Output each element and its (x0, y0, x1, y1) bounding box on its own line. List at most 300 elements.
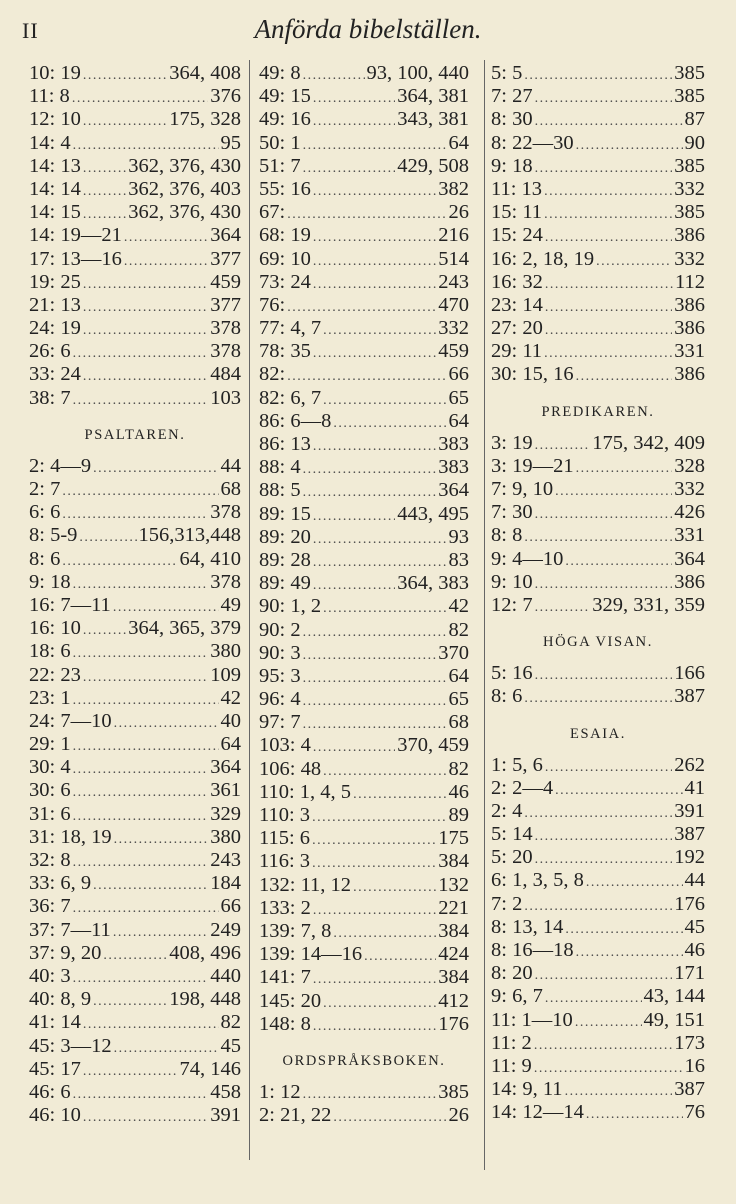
index-entry (259, 665, 469, 688)
column-divider-left (249, 60, 250, 1160)
page-references: 42 (220, 686, 241, 709)
page-references: 387 (674, 685, 705, 708)
index-entry (491, 800, 705, 823)
verse-reference: 11: 13 (491, 177, 543, 200)
page-references: 377 (210, 293, 241, 316)
index-entry (259, 201, 469, 224)
dot-leader (103, 944, 167, 967)
index-entry (259, 874, 469, 897)
dot-leader (323, 992, 436, 1015)
index-entry (259, 688, 469, 711)
verse-reference: 23: 14 (491, 293, 543, 316)
dot-leader (73, 342, 209, 365)
index-entry (29, 1081, 241, 1104)
verse-reference: 89: 28 (259, 548, 311, 571)
dot-leader (113, 921, 208, 944)
index-entry (491, 823, 705, 846)
dot-leader (313, 736, 395, 759)
dot-leader (596, 250, 672, 273)
page-references: 384 (438, 850, 469, 873)
verse-reference: 77: 4, 7 (259, 317, 322, 340)
dot-leader (313, 1015, 436, 1038)
dot-leader (303, 621, 447, 644)
dot-leader (73, 389, 209, 412)
page-references: 378 (210, 501, 241, 524)
index-entry (491, 1055, 705, 1078)
page-references: 44 (684, 869, 705, 892)
page-references: 221 (438, 896, 469, 919)
dot-leader (524, 687, 672, 710)
page-references: 262 (674, 753, 705, 776)
index-entry (259, 990, 469, 1013)
page-references: 343, 381 (397, 108, 469, 131)
index-entry (259, 804, 469, 827)
verse-reference: 96: 4 (259, 688, 301, 711)
verse-reference: 5: 14 (491, 823, 533, 846)
verse-reference: 68: 19 (259, 224, 311, 247)
page-references: 385 (674, 154, 705, 177)
entry-list (491, 432, 705, 618)
index-entry (259, 85, 469, 108)
dot-leader (83, 365, 208, 388)
verse-reference: 5: 5 (491, 62, 523, 84)
index-entry (259, 549, 469, 572)
dot-leader (565, 550, 672, 573)
page-references: 49, 151 (643, 1008, 705, 1031)
dot-leader (303, 134, 447, 157)
dot-leader (83, 157, 126, 180)
page-references: 249 (210, 918, 241, 941)
verse-reference: 141: 7 (259, 966, 311, 989)
index-entry (29, 617, 241, 640)
index-entry (29, 988, 241, 1011)
page-references: 391 (210, 1104, 241, 1127)
page-references: 329, 331, 359 (592, 593, 705, 616)
dot-leader (93, 874, 208, 897)
verse-reference: 14: 19—21 (29, 224, 122, 247)
page-references: 95 (220, 131, 241, 154)
entry-list (259, 62, 469, 1036)
index-entry (259, 966, 469, 989)
index-entry (29, 571, 241, 594)
index-entry (259, 1013, 469, 1036)
page-references: 470 (438, 293, 469, 316)
verse-reference: 26: 6 (29, 340, 71, 363)
index-entry (491, 85, 705, 108)
page-references: 362, 376, 430 (128, 154, 241, 177)
verse-reference: 41: 14 (29, 1011, 81, 1034)
page-references: 377 (210, 247, 241, 270)
index-entry (29, 548, 241, 571)
verse-reference: 9: 4—10 (491, 547, 564, 570)
dot-leader (287, 203, 446, 226)
index-entry (491, 777, 705, 800)
dot-leader (114, 712, 219, 735)
page-references: 40 (220, 709, 241, 732)
verse-reference: 14: 13 (29, 154, 81, 177)
page-references: 216 (438, 224, 469, 247)
dot-leader (576, 134, 683, 157)
dot-leader (73, 1083, 209, 1106)
page-references: 459 (438, 340, 469, 363)
page-references: 43, 144 (643, 985, 705, 1008)
index-entry (491, 916, 705, 939)
index-entry (29, 501, 241, 524)
page-references: 243 (210, 849, 241, 871)
verse-reference: 9: 10 (491, 570, 533, 593)
verse-reference: 10: 19 (29, 62, 81, 84)
page-references: 382 (438, 177, 469, 200)
index-entry (29, 1011, 241, 1034)
dot-leader (312, 806, 446, 829)
index-entry (29, 1035, 241, 1058)
page-references: 362, 376, 430 (128, 201, 241, 224)
dot-leader (353, 783, 446, 806)
verse-reference: 139: 7, 8 (259, 919, 332, 942)
page-references: 484 (210, 363, 241, 386)
index-entry (259, 897, 469, 920)
verse-reference: 23: 1 (29, 686, 71, 709)
dot-leader (524, 802, 672, 825)
dot-leader (287, 296, 436, 319)
dot-leader (364, 945, 436, 968)
index-entry (491, 155, 705, 178)
verse-reference: 6: 1, 3, 5, 8 (491, 869, 584, 892)
verse-reference: 86: 6—8 (259, 409, 332, 432)
dot-leader (313, 968, 436, 991)
page-references: 109 (210, 663, 241, 686)
dot-leader (575, 1011, 642, 1034)
page-references: 384 (438, 966, 469, 989)
page-references: 380 (210, 640, 241, 663)
dot-leader (565, 918, 682, 941)
page-references: 64, 410 (179, 547, 241, 570)
dot-leader (83, 1013, 219, 1036)
page-references: 385 (438, 1080, 469, 1103)
dot-leader (93, 990, 167, 1013)
verse-reference: 11: 1—10 (491, 1008, 573, 1031)
dot-leader (79, 526, 136, 549)
index-entry (259, 317, 469, 340)
page-references: 386 (674, 224, 705, 247)
verse-reference: 90: 3 (259, 641, 301, 664)
index-entry (29, 387, 241, 410)
dot-leader (313, 226, 436, 249)
entry-list (29, 455, 241, 1127)
index-entry (491, 594, 705, 617)
index-entry (259, 410, 469, 433)
verse-reference: 55: 16 (259, 177, 311, 200)
verse-reference: 95: 3 (259, 664, 301, 687)
verse-reference: 33: 6, 9 (29, 872, 92, 895)
verse-reference: 148: 8 (259, 1012, 311, 1035)
page-references: 184 (210, 872, 241, 895)
verse-reference: 1: 12 (259, 1080, 301, 1103)
dot-leader (586, 871, 683, 894)
page-references: 64 (448, 409, 469, 432)
index-entry (259, 363, 469, 386)
index-entry (491, 846, 705, 869)
verse-reference: 14: 15 (29, 201, 81, 224)
verse-reference: 5: 16 (491, 662, 533, 685)
dot-leader (124, 250, 208, 273)
dot-leader (312, 829, 436, 852)
page-references: 41 (684, 776, 705, 799)
index-entry (491, 432, 705, 455)
dot-leader (313, 180, 436, 203)
index-entry (259, 224, 469, 247)
verse-reference: 14: 12—14 (491, 1101, 584, 1124)
index-entry (491, 1101, 705, 1124)
index-column-3 (491, 62, 705, 1125)
page-references: 112 (675, 270, 705, 293)
verse-reference: 8: 6 (491, 685, 523, 708)
dot-leader (576, 457, 673, 480)
verse-reference: 5: 20 (491, 846, 533, 869)
page-references: 387 (674, 823, 705, 846)
index-entry (29, 478, 241, 501)
verse-reference: 11: 2 (491, 1031, 532, 1054)
index-entry (491, 662, 705, 685)
page-references: 385 (674, 62, 705, 84)
verse-reference: 73: 24 (259, 270, 311, 293)
dot-leader (83, 203, 126, 226)
verse-reference: 46: 10 (29, 1104, 81, 1127)
verse-reference: 12: 10 (29, 108, 81, 131)
verse-reference: 14: 14 (29, 177, 81, 200)
page-references: 65 (448, 688, 469, 711)
dot-leader (353, 876, 436, 899)
verse-reference: 12: 7 (491, 593, 533, 616)
dot-leader (333, 1106, 446, 1129)
index-entry (259, 479, 469, 502)
page-references: 331 (674, 340, 705, 363)
verse-reference: 14: 9, 11 (491, 1078, 563, 1101)
verse-reference: 30: 15, 16 (491, 363, 574, 386)
index-entry (29, 155, 241, 178)
index-entry (491, 108, 705, 131)
page-references: 332 (674, 478, 705, 500)
verse-reference: 45: 3—12 (29, 1034, 112, 1057)
dot-leader (535, 848, 673, 871)
index-entry (491, 548, 705, 571)
dot-leader (303, 644, 437, 667)
index-entry (491, 939, 705, 962)
verse-reference: 29: 1 (29, 733, 71, 756)
dot-leader (555, 779, 682, 802)
dot-leader (72, 87, 208, 110)
verse-reference: 16: 2, 18, 19 (491, 247, 595, 270)
index-entry (491, 201, 705, 224)
page-references: 386 (674, 570, 705, 593)
verse-reference: 82: 6, 7 (259, 386, 322, 409)
page-references: 89 (448, 804, 469, 826)
index-entry (29, 872, 241, 895)
index-entry (259, 62, 469, 85)
page-references: 386 (674, 293, 705, 316)
page-references: 64 (448, 131, 469, 154)
page-references: 45 (684, 915, 705, 938)
dot-leader (83, 110, 167, 133)
index-entry (491, 893, 705, 916)
page-references: 103 (210, 386, 241, 409)
page-references: 132 (438, 873, 469, 896)
verse-reference: 40: 8, 9 (29, 988, 92, 1011)
index-entry (29, 1104, 241, 1127)
verse-reference: 8: 20 (491, 962, 533, 985)
verse-reference: 103: 4 (259, 734, 311, 757)
dot-leader (313, 551, 447, 574)
page-references: 459 (210, 270, 241, 293)
index-entry (29, 224, 241, 247)
index-entry (259, 456, 469, 479)
page-references: 370, 459 (397, 734, 469, 757)
page-references: 514 (438, 247, 469, 270)
verse-reference: 69: 10 (259, 247, 311, 270)
dot-leader (73, 897, 219, 920)
page-references: 386 (674, 363, 705, 386)
verse-reference: 8: 6 (29, 547, 61, 570)
index-entry (259, 734, 469, 757)
index-entry (491, 478, 705, 501)
verse-reference: 18: 6 (29, 640, 71, 663)
page-references: 364, 365, 379 (128, 617, 241, 640)
index-entry (29, 779, 241, 802)
verse-reference: 16: 10 (29, 617, 81, 640)
dot-leader (535, 825, 673, 848)
verse-reference: 15: 11 (491, 201, 543, 224)
verse-reference: 49: 15 (259, 85, 311, 108)
verse-reference: 8: 16—18 (491, 939, 574, 961)
page-references: 175, 328 (169, 108, 241, 131)
index-entry (491, 294, 705, 317)
dot-leader (83, 1060, 178, 1083)
index-entry (29, 756, 241, 779)
verse-reference: 8: 5-9 (29, 524, 78, 547)
page-references: 332 (438, 317, 469, 340)
dot-leader (576, 941, 683, 964)
verse-reference: 8: 8 (491, 524, 523, 547)
page-references: 332 (674, 177, 705, 200)
dot-leader (535, 573, 673, 596)
page-references: 46 (684, 939, 705, 961)
dot-leader (303, 64, 365, 87)
verse-reference: 110: 3 (259, 804, 311, 826)
page-references: 44 (220, 454, 241, 477)
dot-leader (83, 296, 208, 319)
dot-leader (313, 574, 395, 597)
page-references: 171 (674, 962, 705, 985)
verse-reference: 9: 18 (491, 154, 533, 177)
page-references: 87 (684, 108, 705, 131)
verse-reference: 90: 1, 2 (259, 595, 322, 618)
verse-reference: 133: 2 (259, 896, 311, 919)
index-entry (491, 985, 705, 1008)
index-entry (259, 155, 469, 178)
page-references: 429, 508 (397, 154, 469, 177)
index-entry (491, 1009, 705, 1032)
verse-reference: 132: 11, 12 (259, 873, 352, 896)
index-entry (29, 687, 241, 710)
page-references: 42 (448, 595, 469, 618)
verse-reference: 11: 9 (491, 1054, 532, 1077)
dot-leader (313, 250, 436, 273)
verse-reference: 2: 4 (491, 799, 523, 822)
dot-leader (535, 964, 673, 987)
dot-leader (62, 480, 218, 503)
verse-reference: 51: 7 (259, 154, 301, 177)
dot-leader (303, 690, 447, 713)
page-references: 166 (674, 662, 705, 685)
index-entry (491, 224, 705, 247)
index-entry (29, 178, 241, 201)
dot-leader (534, 1034, 672, 1057)
dot-leader (545, 296, 672, 319)
index-entry (29, 524, 241, 547)
verse-reference: 7: 27 (491, 85, 533, 108)
index-entry (259, 108, 469, 131)
verse-reference: 49: 16 (259, 108, 311, 131)
dot-leader (73, 851, 209, 874)
index-entry (29, 271, 241, 294)
dot-leader (565, 1080, 673, 1103)
page-references: 408, 496 (169, 941, 241, 964)
verse-reference: 88: 4 (259, 456, 301, 479)
page-references: 45 (220, 1034, 241, 1057)
index-entry (29, 85, 241, 108)
section-heading-predikaren: PREDIKAREN. (541, 403, 655, 420)
index-entry (259, 1081, 469, 1104)
index-entry (259, 595, 469, 618)
dot-leader (83, 666, 208, 689)
verse-reference: 82: (259, 363, 286, 386)
index-entry (259, 943, 469, 966)
verse-reference: 86: 13 (259, 433, 311, 455)
index-entry (259, 340, 469, 363)
page-references: 82 (220, 1011, 241, 1034)
page-references: 364, 381 (397, 85, 469, 108)
index-entry (29, 710, 241, 733)
index-entry (491, 363, 705, 386)
verse-reference: 24: 7—10 (29, 709, 112, 732)
index-entry (29, 62, 241, 85)
section-heading-psaltaren: PSALTAREN. (84, 426, 186, 443)
dot-leader (73, 134, 219, 157)
index-entry (491, 501, 705, 524)
dot-leader (303, 157, 396, 180)
index-entry (29, 317, 241, 340)
index-entry (259, 711, 469, 734)
verse-reference: 6: 6 (29, 501, 61, 524)
index-entry (259, 503, 469, 526)
dot-leader (303, 713, 447, 736)
verse-reference: 30: 6 (29, 779, 71, 802)
page-references: 93 (448, 525, 469, 548)
dot-leader (545, 987, 642, 1010)
verse-reference: 14: 4 (29, 131, 71, 154)
dot-leader (545, 273, 673, 296)
page-references: 68 (448, 711, 469, 734)
verse-reference: 37: 9, 20 (29, 941, 102, 964)
index-entry (259, 781, 469, 804)
verse-reference: 106: 48 (259, 757, 322, 780)
page-references: 64 (220, 733, 241, 756)
verse-reference: 3: 19—21 (491, 454, 574, 477)
dot-leader (73, 967, 209, 990)
verse-reference: 88: 5 (259, 479, 301, 502)
page-references: 176 (438, 1012, 469, 1035)
verse-reference: 9: 18 (29, 570, 71, 593)
